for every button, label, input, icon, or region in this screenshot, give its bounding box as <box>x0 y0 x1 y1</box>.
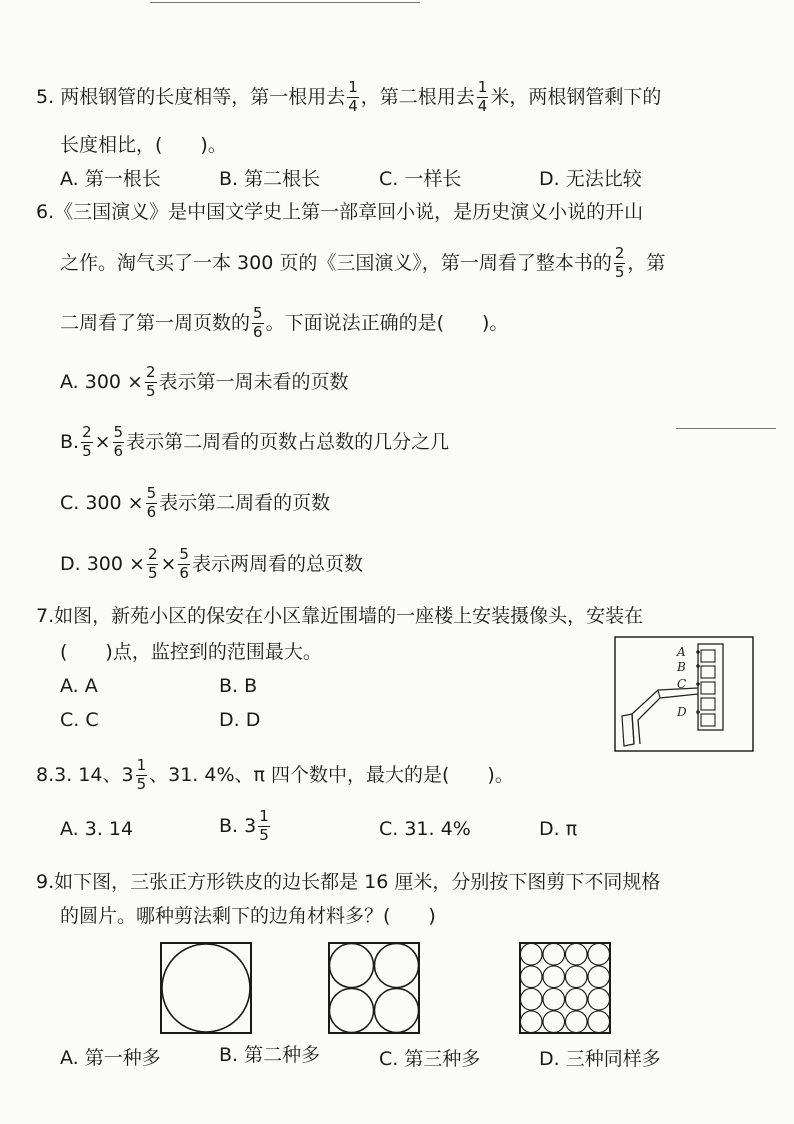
q5-option-a[interactable]: A. 第一根长 <box>60 168 161 190</box>
q6-option-d[interactable]: D. 300 × $\frac{2}{5}$ × $\frac{5}{6}$ 表示两周看的总页数 <box>60 545 363 582</box>
fraction: $\frac{5}{6}$ <box>113 423 124 460</box>
q8-option-d[interactable]: D. π <box>539 818 578 840</box>
q5-number: 5. <box>36 85 55 108</box>
q8-number: 8. <box>36 763 55 786</box>
q9-number: 9. <box>36 871 55 893</box>
q5-line1: 5. 两根钢管的长度相等，第一根用去 $\frac{1}{4}$ ，第二根用去 $\frac{1}{4}$ 米，两根钢管剩下的 <box>36 78 662 115</box>
fraction: $\frac{5}{6}$ <box>253 304 263 341</box>
fraction: $\frac{5}{6}$ <box>146 484 157 521</box>
q7-option-b[interactable]: B. B <box>219 675 258 697</box>
q8-option-b[interactable]: B. 3 $\frac{1}{5}$ <box>219 807 269 844</box>
q7-option-c[interactable]: C. C <box>60 709 99 731</box>
q8-option-a[interactable]: A. 3. 14 <box>60 818 134 840</box>
q7-line2: ( )点，监控到的范围最大。 <box>60 641 322 663</box>
fraction: $\frac{2}{5}$ <box>614 244 625 281</box>
q7-number: 7. <box>36 605 55 627</box>
q9-option-a[interactable]: A. 第一种多 <box>60 1047 161 1069</box>
q6-number: 6. <box>36 201 55 223</box>
square-sixteen-circles <box>519 942 611 1034</box>
square-one-big-circle <box>160 942 252 1034</box>
fraction: $\frac{5}{6}$ <box>179 545 189 582</box>
q9-option-c[interactable]: C. 第三种多 <box>379 1048 481 1070</box>
q5-option-d[interactable]: D. 无法比较 <box>539 168 642 190</box>
fraction: $\frac{2}{5}$ <box>145 363 156 400</box>
q6-option-b[interactable]: B. $\frac{2}{5}$ × $\frac{5}{6}$ 表示第二周看的页数占总数的几分之几 <box>60 423 450 460</box>
camera-building-diagram <box>614 636 754 752</box>
fraction: $\frac{1}{4}$ <box>477 78 488 115</box>
q7-line1: 7.如图，新苑小区的保安在小区靠近围墙的一座楼上安装摄像头，安装在 <box>36 605 644 627</box>
q6-option-a[interactable]: A. 300 × $\frac{2}{5}$ 表示第一周未看的页数 <box>60 363 349 400</box>
fraction: $\frac{2}{5}$ <box>82 423 92 460</box>
q9-line2: 的圆片。哪种剪法剩下的边角材料多？( ) <box>60 905 436 927</box>
fraction: $\frac{2}{5}$ <box>147 545 158 582</box>
q5-option-b[interactable]: B. 第二根长 <box>219 168 321 190</box>
q8-line1: 8.3. 14、3 $\frac{1}{5}$ 、31. 4%、π 四个数中，最大的是( )。 <box>36 756 514 793</box>
point-label-b: B <box>677 660 686 674</box>
q6-line3: 二周看了第一周页数的 $\frac{5}{6}$ 。下面说法正确的是( )。 <box>60 304 509 341</box>
square-four-circles <box>328 942 420 1034</box>
q9-option-b[interactable]: B. 第二种多 <box>219 1044 321 1066</box>
point-label-a: A <box>677 645 686 659</box>
scan-artifact-right <box>676 428 776 429</box>
q8-option-c[interactable]: C. 31. 4% <box>379 818 471 840</box>
fraction: $\frac{1}{4}$ <box>348 78 358 115</box>
q6-option-c[interactable]: C. 300 × $\frac{5}{6}$ 表示第二周看的页数 <box>60 484 331 521</box>
q6-line2: 之作。淘气买了一本 300 页的《三国演义》，第一周看了整本书的 $\frac{2}{5}$ ，第 <box>60 244 666 281</box>
q7-option-d[interactable]: D. D <box>219 709 261 731</box>
fraction: $\frac{1}{5}$ <box>136 756 147 793</box>
point-label-c: C <box>677 677 687 691</box>
scan-artifact-top <box>150 2 420 3</box>
q6-line1: 6.《三国演义》是中国文学史上第一部章回小说，是历史演义小说的开山 <box>36 201 644 223</box>
q9-line1: 9.如下图，三张正方形铁皮的边长都是 16 厘米，分别按下图剪下不同规格 <box>36 871 661 893</box>
q9-option-d[interactable]: D. 三种同样多 <box>539 1048 661 1070</box>
q5-option-c[interactable]: C. 一样长 <box>379 168 462 190</box>
q5-line2: 长度相比，( )。 <box>60 134 227 156</box>
q7-option-a[interactable]: A. A <box>60 675 98 697</box>
point-label-d: D <box>677 705 687 719</box>
fraction: $\frac{1}{5}$ <box>259 807 269 844</box>
